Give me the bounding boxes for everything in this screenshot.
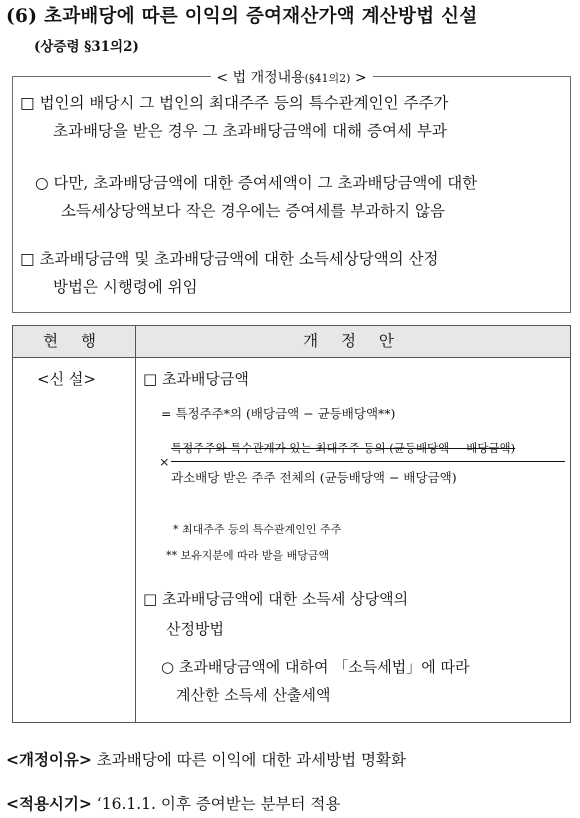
formula-line-1: = 특정주주*의 (배당금액 − 균등배당액**) (161, 406, 396, 421)
legend-close: > (350, 70, 367, 86)
table-header (13, 326, 570, 358)
law-paragraph-3-line-2: 방법은 시행령에 위임 (53, 278, 198, 296)
formula-fraction-line (171, 461, 565, 462)
reason-label: <개정이유> (6, 750, 92, 769)
section-title: (6) 초과배당에 따른 이익의 증여재산가액 계산방법 신설 (6, 6, 478, 27)
header-current: 현 행 (13, 326, 136, 357)
current-cell: <신 설> (37, 370, 96, 388)
footnote-2: ** 보유지분에 따라 받을 배당금액 (166, 549, 330, 562)
reason-text: 초과배당에 따른 이익에 대한 과세방법 명확화 (91, 751, 406, 769)
effective-date (6, 792, 340, 814)
header-new: 개 정 안 (303, 332, 403, 350)
section-subtitle: (상증령 §31의2) (34, 39, 139, 55)
law-paragraph-3-line-1: □ 초과배당금액 및 초과배당금액에 대한 소득세상당액의 산정 (20, 250, 439, 268)
amendment-reason (6, 748, 406, 770)
item-2-sub-line-1: ○ 초과배당금액에 대하여 「소득세법」에 따라 (161, 658, 470, 676)
item-2-sub-line-2: 계산한 소득세 산출세액 (176, 686, 331, 704)
footnote-1: * 최대주주 등의 특수관계인인 주주 (173, 523, 342, 536)
comparison-table (12, 325, 571, 723)
formula-multiply-sign: × (159, 454, 170, 469)
item-1-title: □ 초과배당금액 (143, 370, 249, 388)
law-paragraph-1-line-1: □ 법인의 배당시 그 법인의 최대주주 등의 특수관계인인 주주가 (20, 94, 449, 112)
law-amendment-box (12, 70, 571, 313)
legend-ref: (§41의2) (304, 72, 351, 85)
law-box-legend (210, 67, 372, 87)
column-divider (135, 357, 136, 722)
formula-numerator: 특정주주와 특수관계가 있는 최대주주 등의 (균등배당액 − 배당금액) (171, 441, 516, 455)
law-paragraph-2-line-2: 소득세상당액보다 작은 경우에는 증여세를 부과하지 않음 (61, 202, 445, 220)
formula-denominator: 과소배당 받은 주주 전체의 (균등배당액 − 배당금액) (171, 470, 457, 485)
effective-label: <적용시기> (6, 794, 92, 813)
item-2-line-1: □ 초과배당금액에 대한 소득세 상당액의 (143, 590, 409, 608)
item-2-line-2: 산정방법 (166, 620, 224, 638)
law-paragraph-1-line-2: 초과배당을 받은 경우 그 초과배당금액에 대해 증여세 부과 (53, 122, 447, 140)
legend-text: < 법 개정내용 (216, 70, 305, 86)
law-paragraph-2-line-1: ○ 다만, 초과배당금액에 대한 증여세액이 그 초과배당금액에 대한 (35, 174, 478, 192)
effective-text: ‘16.1.1. 이후 증여받는 분부터 적용 (91, 795, 341, 813)
